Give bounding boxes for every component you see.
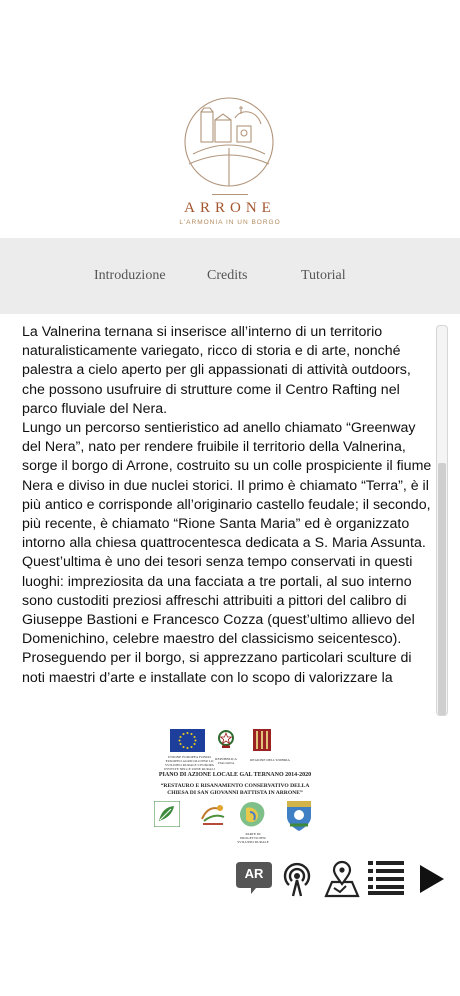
play-icon bbox=[418, 865, 446, 893]
gal-ternano-logo-icon bbox=[198, 801, 228, 827]
plan-title: PIANO DI AZIONE LOCALE GAL TERNANO 2014-2020 bbox=[158, 772, 312, 778]
audio-guide-icon bbox=[280, 860, 314, 898]
sponsor-logos bbox=[150, 726, 320, 842]
list-button[interactable] bbox=[368, 861, 404, 895]
audio-guide-button[interactable] bbox=[280, 860, 314, 898]
article-paragraph: Lungo un percorso sentieristico ad anello chiamato “Greenway del Nera”, nato per rendere fruibile il territorio della Valnerina, sorge il borgo di Arrone, costruito su un colle prospiciente il fiume Nera e diviso in due nuclei storici. Il primo è chiamato “Terra”, è il più antico e corrisponde all’originario castello feudale; il secondo, più recente, è chiamato “Rione Santa Maria” ed è organizzato intorno alla chiesa quattrocentesca dedicata a S. Maria Assunta. bbox=[22, 420, 432, 552]
brand-tagline: L'ARMONIA IN UN BORGO bbox=[179, 219, 281, 226]
article-paragraph: Proseguendo per il borgo, si apprezzano particolari sculture di noti maestri d’arte e installate con lo scopo di valorizzare la bbox=[22, 650, 412, 686]
italy-caption: REPUBBLICA ITALIANA bbox=[215, 757, 237, 765]
scrollbar-thumb[interactable] bbox=[438, 463, 446, 715]
umbria-region-emblem-icon bbox=[252, 728, 272, 752]
header bbox=[0, 0, 460, 238]
article-scrollbar[interactable] bbox=[436, 325, 448, 716]
list-icon bbox=[368, 861, 404, 895]
play-button[interactable] bbox=[418, 865, 446, 893]
project-title-line: CHIESA DI SAN GIOVANNI BATTISTA IN ARRONE” bbox=[167, 790, 303, 796]
ar-button[interactable] bbox=[236, 862, 272, 894]
arrone-municipality-emblem-icon bbox=[284, 797, 314, 833]
valle-logo-icon bbox=[236, 800, 268, 830]
tab-bar bbox=[0, 238, 460, 314]
map-pin-icon bbox=[324, 860, 360, 898]
leader-logo-icon bbox=[154, 801, 180, 827]
valle-caption: PARTE DI PROGETTO PER SVILUPPO RURALE bbox=[237, 832, 269, 844]
article-paragraph: Quest’ultima è uno dei tesori senza tempo conservati in questi luoghi: impreziosita da una facciata a tre portali, al suo interno sono custoditi preziosi affreschi attribuiti a pittori del calibro di Giuseppe Bastioni e Francesco Cozza (quest’ultimo allievo del Domenichino, celebre maestro del classicismo seicentesco). bbox=[22, 554, 415, 648]
map-button[interactable] bbox=[324, 860, 360, 898]
article-paragraph: La Valnerina ternana si inserisce all’interno di un territorio naturalisticamente variegato, ricco di storia e di arte, nonché palestra a cielo aperto per gli appassionati di attività outdoors, che possono usufruire di strutture come il Centro Rafting nel parco fluviale del Nera. bbox=[22, 324, 411, 417]
project-title-line: “RESTAURO E RISANAMENTO CONSERVATIVO DELLA bbox=[160, 783, 310, 789]
ar-label: AR bbox=[244, 866, 264, 881]
eu-caption: UNIONE EUROPEA FONDO EUROPEO AGRICOLO PER LO SVILUPPO RURALE L'EUROPA INVESTE NELLE ZONE RURALI bbox=[164, 755, 215, 771]
tab-credits[interactable]: Credits bbox=[207, 268, 248, 283]
italian-republic-emblem-icon bbox=[218, 729, 234, 749]
logo-divider bbox=[212, 194, 248, 195]
arrone-logo-icon bbox=[183, 96, 275, 192]
tab-introduzione[interactable]: Introduzione bbox=[94, 268, 166, 283]
bottom-toolbar bbox=[0, 850, 460, 910]
eu-flag-icon bbox=[170, 729, 205, 752]
brand-name: ARRONE bbox=[184, 200, 276, 216]
project-title bbox=[150, 783, 320, 797]
tab-tutorial[interactable]: Tutorial bbox=[301, 268, 346, 283]
intro-article[interactable] bbox=[22, 323, 432, 715]
umbria-caption: REGIONE DELL'UMBRIA bbox=[250, 758, 290, 762]
